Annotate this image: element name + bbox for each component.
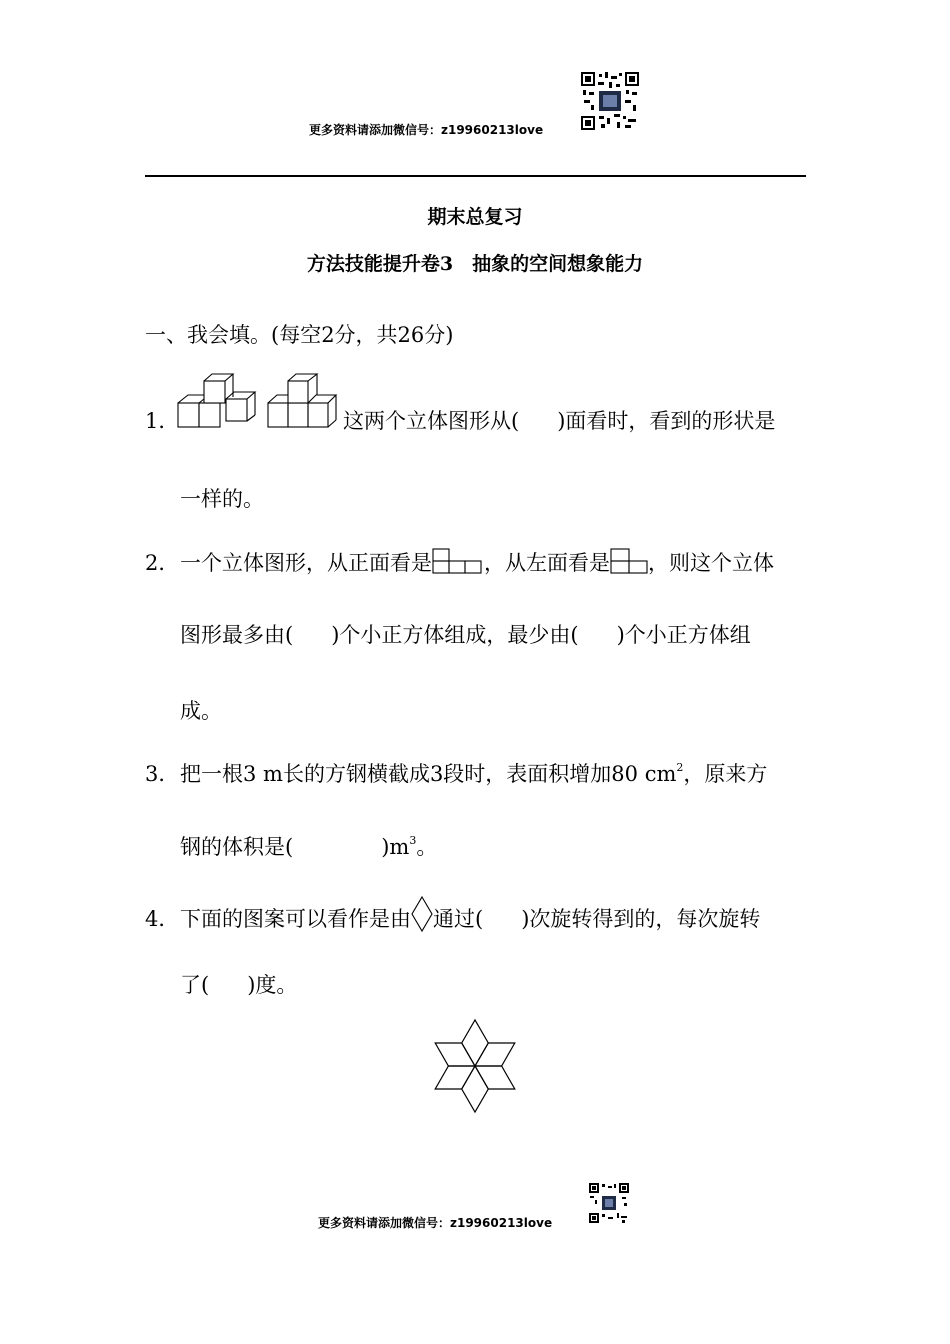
question-4-line-1	[145, 896, 760, 934]
question-2-line-3: 成。	[180, 699, 222, 723]
question-4-part-d: 了(	[180, 973, 210, 997]
question-2-part-a: 一个立体图形，从正面看是	[180, 551, 432, 575]
question-4-part-e: )度。	[247, 973, 298, 997]
star-rhombus-2	[435, 1043, 475, 1066]
footer-wechat-note: 更多资料请添加微信号：z19960213love	[318, 1216, 553, 1230]
question-3-part-c: 钢的体积是(	[180, 835, 294, 859]
question-3-part-a: 把一根3 m长的方钢横截成3段时，表面积增加80 cm	[180, 762, 677, 786]
question-number: 1．	[145, 409, 180, 433]
superscript: 3	[409, 834, 417, 847]
question-2-part-d: 图形最多由(	[180, 623, 294, 647]
question-1-part-a: 这两个立体图形从(	[343, 409, 520, 433]
star-rhombus-4	[462, 1066, 489, 1112]
header-rule	[145, 175, 806, 177]
question-number: 3．	[145, 762, 180, 786]
star-rhombus-1	[462, 1020, 489, 1066]
qr-code-icon	[589, 1183, 629, 1223]
question-4-part-c: )次旋转得到的，每次旋转	[521, 907, 761, 931]
question-1-line-1	[145, 406, 180, 436]
question-3-line-2	[180, 832, 437, 862]
star-rhombus-5	[475, 1066, 515, 1089]
page-title: 期末总复习	[427, 206, 523, 228]
question-2-line-2	[180, 620, 751, 650]
header-wechat-note: 更多资料请添加微信号：z19960213love	[309, 123, 544, 137]
section-heading: 一、我会填。(每空2分，共26分)	[145, 323, 454, 347]
question-number: 2．	[145, 551, 180, 575]
cube-stack-figure	[176, 373, 346, 429]
question-1-part-b: )面看时，看到的形状是	[557, 409, 776, 433]
question-4-part-b: 通过(	[433, 907, 484, 931]
question-1-line-2: 一样的。	[180, 487, 264, 511]
question-4-part-a: 下面的图案可以看作是由	[180, 907, 411, 931]
left-view-figure	[610, 548, 648, 574]
qr-code-icon	[581, 72, 639, 130]
superscript: 2	[676, 761, 684, 774]
question-2-part-e: )个小正方体组成，最少由(	[331, 623, 579, 647]
question-4-line-2	[180, 970, 297, 1000]
question-2-line-1	[145, 548, 774, 578]
question-3-part-e: 。	[416, 835, 438, 859]
front-view-figure	[432, 548, 484, 574]
rhombus-icon	[411, 896, 433, 932]
question-2-part-b: ，从左面看是	[484, 551, 610, 575]
question-2-part-c: ，则这个立体	[648, 551, 774, 575]
question-number: 4．	[145, 907, 180, 931]
rhombus-star-figure	[420, 1020, 530, 1112]
question-2-part-f: )个小正方体组	[616, 623, 751, 647]
question-3-part-b: ，原来方	[683, 762, 768, 786]
question-3-part-d: )m	[381, 835, 410, 859]
star-rhombus-6	[475, 1043, 515, 1066]
question-1-text	[343, 406, 775, 436]
question-3-line-1	[145, 759, 767, 789]
page-subtitle: 方法技能提升卷3 抽象的空间想象能力	[306, 253, 644, 275]
